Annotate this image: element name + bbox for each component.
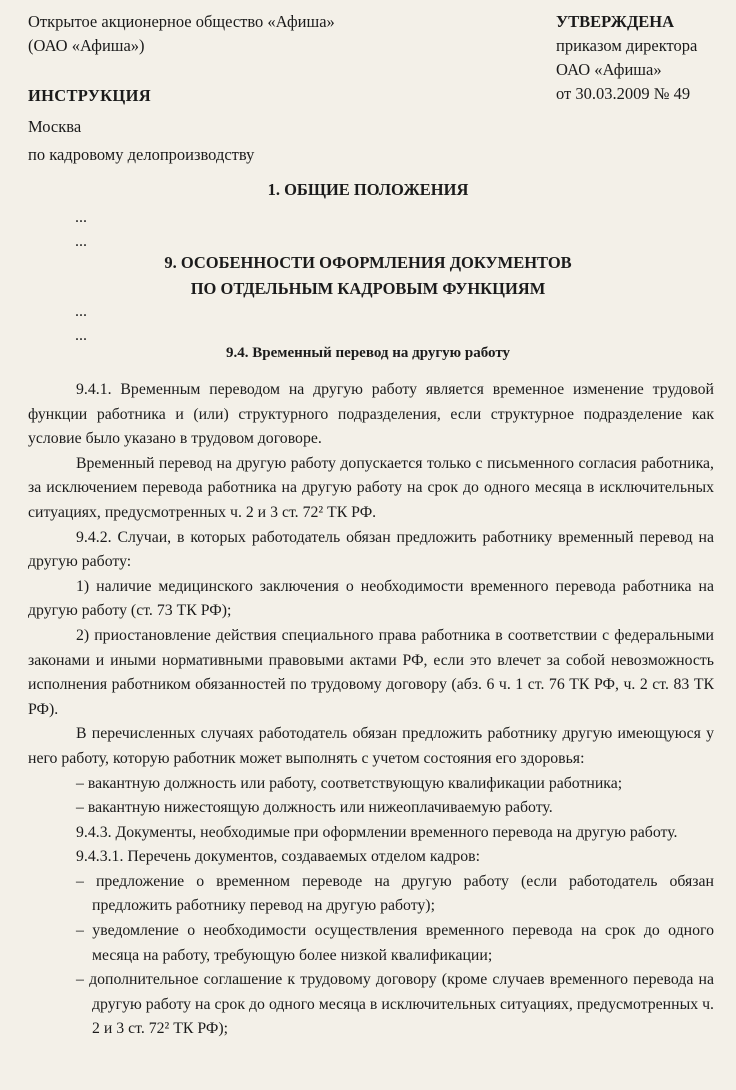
paragraph: 9.4.3.1. Перечень документов, создаваемых отделом кадров: [76, 848, 480, 866]
list-item: – дополнительное соглашение к трудовому договору (кроме случаев временного перевода на другую работу на срок до одного месяца в исключительных ситуациях, предусмотренных ч. 2 и 3 ст. 72² ТК РФ); [76, 971, 714, 1038]
paragraph: В перечисленных случаях работодатель обязан предложить работнику другую имеющуюся у него работу, которую работник может выполнять с учетом состояния его здоровья: [28, 725, 714, 767]
approval-line: ОАО «Афиша» [556, 60, 662, 79]
paragraph: 9.4.1. Временным переводом на другую работу является временное изменение трудовой функции работника и (или) структурного подразделения, если структурное подразделение как условие было указано в трудовом договоре. [28, 381, 714, 448]
paragraph: 2) приостановление действия специального права работника в соответствии с федеральными законами и иными нормативными правовыми актами РФ, если это влечет за собой невозможность исполнения работником обязанностей по трудовому договору (абз. 6 ч. 1 ст. 76 ТК РФ, ч. 2 ст. 83 ТК РФ). [28, 626, 714, 718]
approval-date: от 30.03.2009 № 49 [556, 84, 691, 103]
organization-header [28, 10, 335, 58]
list-item: – вакантную нижестоящую должность или нижеоплачиваемую работу. [76, 799, 553, 817]
paragraph: Временный перевод на другую работу допускается только с письменного согласия работника, за исключением перевода работника на другую работу на срок до одного месяца в исключительных ситуациях, предусмотренных ч. 2 и 3 ст. 72² ТК РФ. [28, 454, 714, 521]
paragraph: 9.4.2. Случаи, в которых работодатель обязан предложить работнику временный перевод на другую работу: [28, 528, 714, 571]
approval-line: приказом директора [556, 36, 698, 55]
ellipsis: ... [75, 233, 87, 250]
list-item: – вакантную должность или работу, соответствующую квалификации работника; [76, 774, 623, 792]
document-body [28, 378, 714, 1042]
ellipsis: ... [75, 209, 87, 226]
ellipsis: ... [75, 327, 87, 344]
list-item: – уведомление о необходимости осуществления временного перевода на срок до одного месяца на работу, требующую более низкой квалификации; [76, 922, 714, 964]
organization-name: Открытое акционерное общество «Афиша» [28, 12, 335, 31]
document-city: Москва [28, 117, 82, 136]
ellipsis: ... [75, 303, 87, 320]
section-9-title-line: ПО ОТДЕЛЬНЫМ КАДРОВЫМ ФУНКЦИЯМ [190, 279, 546, 298]
section-1-title: 1. ОБЩИЕ ПОЛОЖЕНИЯ [267, 180, 469, 199]
list-item: – предложение о временном переводе на другую работу (если работодатель обязан предложить работнику перевод на другую работу); [76, 872, 714, 915]
organization-short-name: (ОАО «Афиша») [28, 36, 145, 55]
approval-stamp [556, 10, 697, 106]
approval-title: УТВЕРЖДЕНА [556, 12, 675, 31]
subsection-title: 9.4. Временный перевод на другую работу [226, 345, 510, 361]
document-subject: по кадровому делопроизводству [28, 145, 255, 164]
section-9-title-line: 9. ОСОБЕННОСТИ ОФОРМЛЕНИЯ ДОКУМЕНТОВ [164, 253, 572, 272]
paragraph: 9.4.3. Документы, необходимые при оформлении временного перевода на другую работу. [76, 823, 678, 841]
paragraph: 1) наличие медицинского заключения о необходимости временного перевода работника на другую работу (ст. 73 ТК РФ); [28, 577, 714, 620]
document-type: ИНСТРУКЦИЯ [28, 86, 151, 105]
section-9-title [0, 250, 736, 302]
